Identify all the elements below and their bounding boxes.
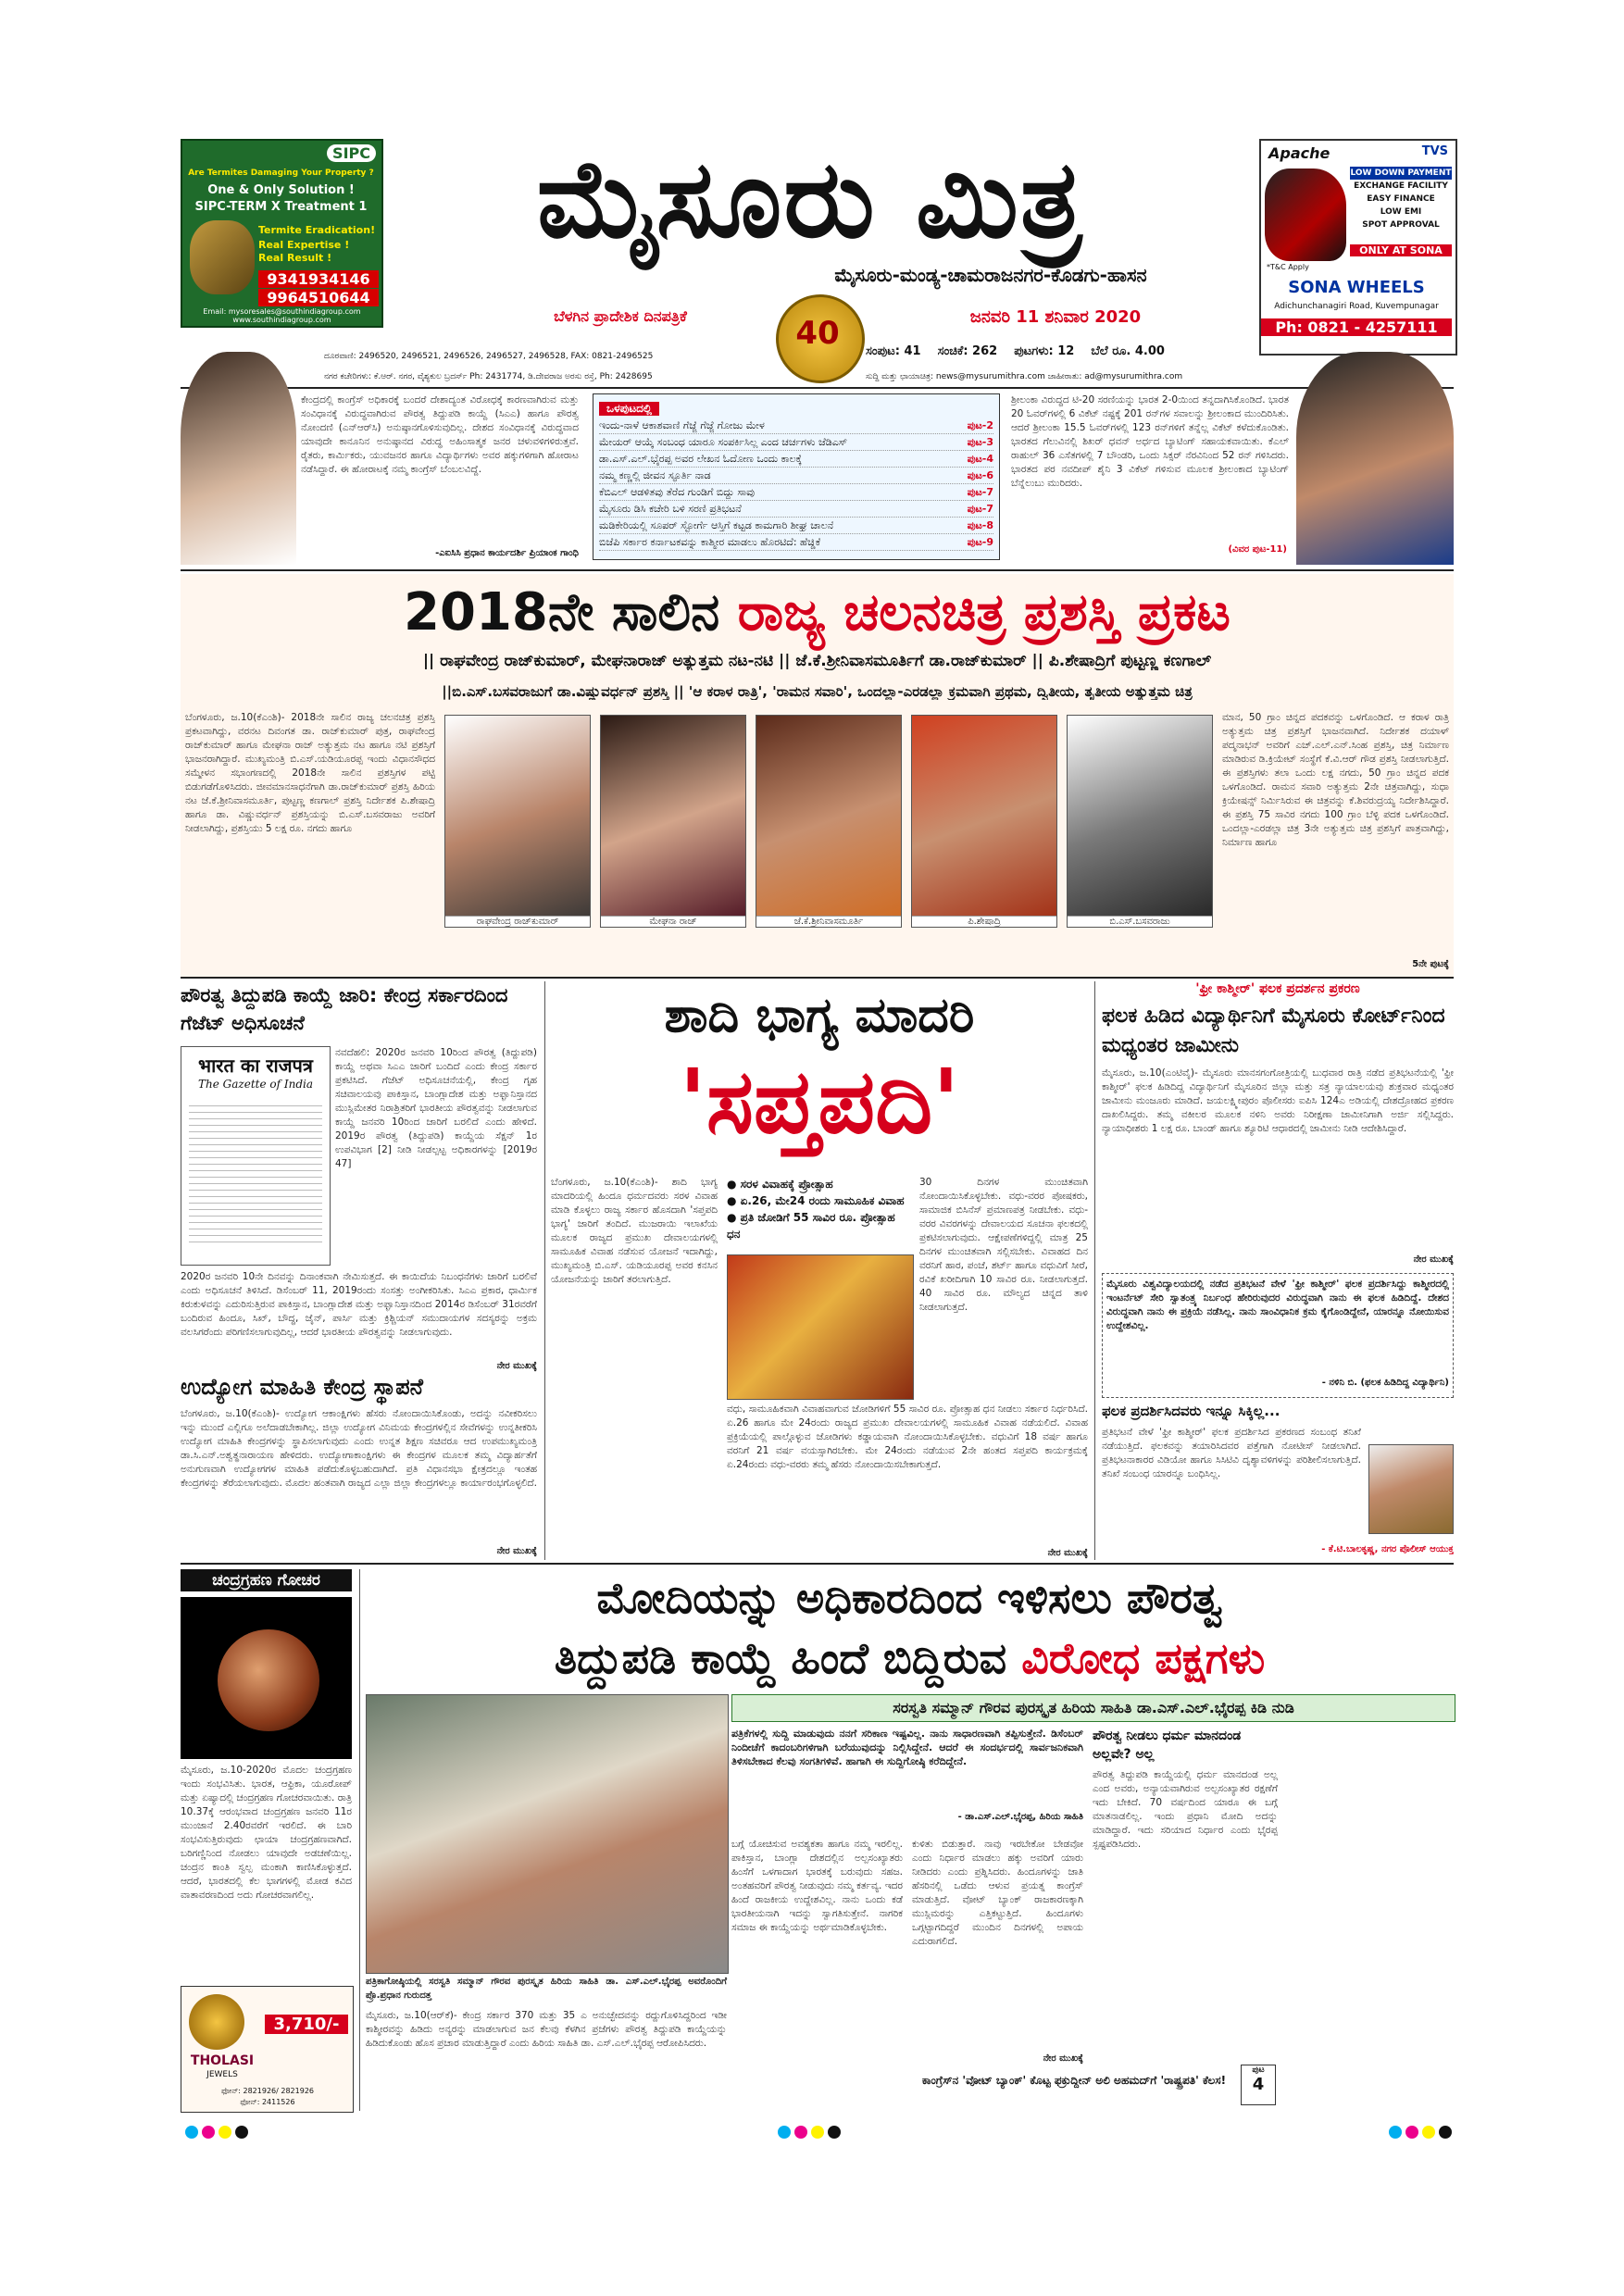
masthead-office: ನಗರ ಕಚೇರಿಗಳು: ಕೆ.ಆರ್. ನಗರ, ವೈಶ್ಯಕುಲ ಬ್ರದರ್ಸ್ Ph: 2431774, ಡಿ.ದೇವರಾಜ ಅರಸು ರಸ್ತೆ, Ph: 2428695 — [324, 372, 653, 381]
tholasi-phone: ಫೋನ್: 2821926/ 2821926 — [220, 2087, 314, 2095]
job-headline: ಉದ್ಯೋಗ ಮಾಹಿತಿ ಕೇಂದ್ರ ಸ್ಥಾಪನೆ — [181, 1374, 423, 1400]
photo-raghavendra — [444, 715, 591, 928]
saptapadi-bullets — [727, 1176, 912, 1242]
ad-left-phone1: 9341934146 — [258, 270, 379, 288]
kashmir-quote-box — [1102, 1273, 1454, 1398]
kashmir-box-body: ಪ್ರತಿಭಟನೆ ವೇಳೆ 'ಫ್ರೀ ಕಾಶ್ಮೀರ್' ಫಲಕ ಪ್ರದರ್ಶಿಸಿದ ಪ್ರಕರಣದ ಸಂಬಂಧ ತನಿಖೆ ನಡೆಯುತ್ತಿದೆ. ಫಲಕವನ್ನು ತಯಾರಿಸಿದವರ ಪತ್ತೆಗಾಗಿ ನೋಟೀಸ್ ನೀಡಲಾಗಿದೆ. ಪ್ರತಿಭಟನಾಕಾರರ ವಿಡಿಯೋ ಹಾಗೂ ಸಿಸಿಟಿವಿ ದೃಶ್ಯಾವಳಿಗಳನ್ನು ಪರಿಶೀಲಿಸಲಾಗುತ್ತಿದೆ. ತನಿಖೆ ಸಂಬಂಧ ಯಾರನ್ನೂ ಬಂಧಿಸಿಲ್ಲ. — [1102, 1427, 1361, 1479]
ad-right-dealer: SONA WHEELS — [1288, 278, 1425, 297]
index-item-page: ಪುಟ-6 — [967, 469, 993, 481]
vrule-3 — [359, 1569, 360, 2111]
caption-srinivasamurthy: ಜೆ.ಕೆ.ಶ್ರೀನಿವಾಸಮೂರ್ತಿ — [756, 916, 901, 927]
tholasi-brand: THOLASI — [190, 2053, 255, 2068]
quote-left-text: ಕೇಂದ್ರದಲ್ಲಿ ಕಾಂಗ್ರೆಸ್ ಅಧಿಕಾರಕ್ಕೆ ಬಂದರೆ ದೇಶಾದ್ಯಂತ ವಿರೋಧಕ್ಕೆ ಕಾರಣವಾಗಿರುವ ಮತ್ತು ಸಂವಿಧಾನಕ್ಕೆ ವಿರುದ್ಧವಾಗಿರುವ ಪೌರತ್ವ ತಿದ್ದುಪಡಿ ಕಾಯ್ದೆ (ಸಿಎಎ) ಹಾಗೂ ಪೌರತ್ವ ನೋಂದಣಿ (ಎನ್‌ಆರ್‌ಸಿ) ಅನುಷ್ಠಾನಗೊಳಿಸುವುದಿಲ್ಲ. ದೇಶದ ಸಂವಿಧಾನಕ್ಕೆ ವಿರುದ್ಧವಾದ ಯಾವುದೇ ಕಾನೂನಿನ ಅನುಷ್ಠಾನದ ವಿರುದ್ಧ ಅಹಿಂಸಾತ್ಮಕ ಜನರ ಚಳುವಳಿಗಳಿರುತ್ತವೆ. ರೈತರು, ಕಾರ್ಮಿಕರು, ಯುವಜನರ ಹಾಗೂ ವಿದ್ಯಾರ್ಥಿಗಳು ಅವರ ಹಕ್ಕುಗಳಿಗಾಗಿ ಹೋರಾಟ ನಡೆಸಿದ್ದಾರೆ. ಈ ಹೋರಾಟಕ್ಕೆ ನಮ್ಮ ಕಾಂಗ್ರೆಸ್ ಬೆಂಬಲವಿದ್ದೆ. — [301, 394, 579, 475]
lead-more[interactable]: 5ನೇ ಪುಟಕ್ಕೆ — [1412, 959, 1449, 969]
bottom-more[interactable]: ನೇರ ಮುಖಕ್ಕೆ — [1043, 2053, 1083, 2064]
caption-basavaraju: ಬಿ.ಎಸ್.ಬಸವರಾಜು — [1068, 916, 1212, 927]
quote-left-attribution: -ಎಐಸಿಸಿ ಪ್ರಧಾನ ಕಾರ್ಯದರ್ಶಿ ಪ್ರಿಯಾಂಕ ಗಾಂಧಿ — [435, 548, 579, 558]
volume: ಸಂಪುಟ: 41 — [866, 344, 921, 358]
ad-left-line4: Termite Eradication! — [258, 224, 376, 236]
caption-meghana: ಮೇಘನಾ ರಾಜ್ — [601, 916, 745, 927]
lead-body-left: ಬೆಂಗಳೂರು, ಜ.10(ಕೆಎಂಶಿ)- 2018ನೇ ಸಾಲಿನ ರಾಜ್ಯ ಚಲನಚಿತ್ರ ಪ್ರಶಸ್ತಿ ಪ್ರಕಟವಾಗಿದ್ದು, ವರನಟ ದಿವಂಗತ ಡಾ. ರಾಜ್‌ಕುಮಾರ್ ಪುತ್ರ, ರಾಘವೇಂದ್ರ ರಾಜ್‌ಕುಮಾರ್ ಹಾಗೂ ಮೇಘನಾ ರಾಜ್ ಅತ್ಯುತ್ತಮ ನಟ ಹಾಗೂ ನಟಿ ಪ್ರಶಸ್ತಿಗೆ ಭಾಜನರಾಗಿದ್ದಾರೆ. ಮುಖ್ಯಮಂತ್ರಿ ಬಿ.ಎಸ್.ಯಡಿಯೂರಪ್ಪ ಇಂದು ವಿಧಾನಸೌಧದ ಸಮ್ಮೇಳನ ಸಭಾಂಗಣದಲ್ಲಿ 2018ನೇ ಸಾಲಿನ ಪ್ರಶಸ್ತಿಗಳ ಪಟ್ಟಿ ಬಿಡುಗಡೆಗೊಳಿಸಿದರು. ಜೀವಮಾನಸಾಧನೆಗಾಗಿ ಡಾ.ರಾಜ್‌ಕುಮಾರ್ ಪ್ರಶಸ್ತಿ ಹಿರಿಯ ನಟ ಜೆ.ಕೆ.ಶ್ರೀನಿವಾಸಮೂರ್ತಿ, ಪುಟ್ಟಣ್ಣ ಕಣಗಾಲ್ ಪ್ರಶಸ್ತಿ ನಿರ್ದೇಶಕ ಪಿ.ಶೇಷಾದ್ರಿ ಹಾಗೂ ಡಾ. ವಿಷ್ಣುವರ್ಧನ್ ಪ್ರಶಸ್ತಿಯನ್ನು ಬಿ.ಎಸ್.ಬಸವರಾಜು ಅವರಿಗೆ ನೀಡಲಾಗಿದ್ದು, ಪ್ರಶಸ್ತಿಯು 5 ಲಕ್ಷ ರೂ. ನಗದು ಹಾಗೂ — [185, 712, 435, 834]
bottom-pull-quote: ಪತ್ರಿಕೆಗಳಲ್ಲಿ ಸುದ್ದಿ ಮಾಡುವುದು ನನಗೆ ಸರಿಕಾಣ ಇಷ್ಟವಿಲ್ಲ. ನಾನು ಸಾಧಾರಣವಾಗಿ ತಪ್ಪಿಸುತ್ತೇನೆ. ಡಿಸೆಂಬರ್ ನಿಂದೀಚೆಗೆ ಕಾದಂಬರಿಗಳಿಗಾಗಿ ಬರೆಯುವುದನ್ನು ನಿಲ್ಲಿಸಿದ್ದೇನೆ. ಆದರೆ ಈ ಸಂದರ್ಭದಲ್ಲಿ ಸಾರ್ವಜನಿಕವಾಗಿ ತಿಳಿಸಬೇಕಾದ ಕೆಲವು ಸಂಗತಿಗಳಿವೆ. ಹಾಗಾಗಿ ಈ ಸುದ್ದಿಗೋಷ್ಠಿ ಕರೆದಿದ್ದೇನೆ. — [731, 1728, 1083, 1767]
bottom-col1: ಮೈಸೂರು, ಜ.10(ಆರ್‌ಕೆ)- ಕೇಂದ್ರ ಸರ್ಕಾರ 370 ಮತ್ತು 35 ಎ ಅನುಚ್ಛೇದವನ್ನು ರದ್ದುಗೊಳಿಸಿದ್ದರಿಂದ ಇಡೀ ಕಾಶ್ಮೀರವನ್ನು ಹಿಡಿದು ಅನ್ಯರನ್ನು ಮಾಡಲಾಗುವ ಜನ ಕೆಲವು ಕೆಳಗಿನ ಪ್ರಜೆಗಳು ಪೌರತ್ವ ತಿದ್ದುಪಡಿ ಕಾಯ್ದೆಯನ್ನು ಹಿಡಿದುಕೊಂಡು ಹೊಸ ಪ್ರಚಾರ ಮಾಡುತ್ತಿದ್ದಾರೆ ಎಂದು ಹಿರಿಯ ಸಾಹಿತಿ ಡಾ. ಎಸ್.ಎಲ್.ಭೈರಪ್ಪ ಆರೋಪಿಸಿದರು. — [366, 2010, 727, 2049]
offer-1: LOW DOWN PAYMENT — [1350, 168, 1452, 178]
saptapadi-body2: 30 ದಿನಗಳ ಮುಂಚಿತವಾಗಿ ನೋಂದಾಯಿಸಿಕೊಳ್ಳಬೇಕು. ವಧು-ವರರ ಪೋಷಕರು, ಸಾಮಾಜಿಕ ಬಿಸಿನೆಸ್ ಪ್ರಮಾಣಪತ್ರ ನೀಡಬೇಕು. ವಧು-ವರರ ವಿವರಗಳನ್ನು ದೇವಾಲಯದ ಸೂಚನಾ ಫಲಕದಲ್ಲಿ ಪ್ರಕಟಿಸಲಾಗುವುದು. ಆಕ್ಷೇಪಣೆಗಳಿದ್ದಲ್ಲಿ ಮಾತ್ರ 25 ದಿನಗಳ ಮುಂಚಿತವಾಗಿ ಸಲ್ಲಿಸಬೇಕು. ವಿವಾಹದ ದಿನ ವರನಿಗೆ ಹಾರ, ಪಂಚೆ, ಶರ್ಟ್ ಹಾಗೂ ವಧುವಿಗೆ ಸೀರೆ, ರವಿಕೆ ಖರೀದಿಗಾಗಿ 10 ಸಾವಿರ ರೂ. ನೀಡಲಾಗುತ್ತದೆ. 40 ಸಾವಿರ ರೂ. ಮೌಲ್ಯದ ಚಿನ್ನದ ತಾಳಿ ನೀಡಲಾಗುತ್ತದೆ. — [919, 1177, 1088, 1313]
index-item-text: ಡಾ.ಎಸ್.ಎಲ್.ಭೈರಪ್ಪ ಅವರ ಲೇಖನ ಓದೋಣ ಒಂದು ಕಾಲಕ್ಕೆ — [599, 453, 803, 465]
lead-sub1: || ರಾಘವೇಂದ್ರ ರಾಜ್‌ಕುಮಾರ್, ಮೇಘನಾರಾಜ್ ಅತ್ಯುತ್ತಮ ನಟ-ನಟಿ || ಜೆ.ಕೆ.ಶ್ರೀನಿವಾಸಮೂರ್ತಿಗೆ ಡಾ.ರಾಜ್‌ಕುಮಾರ್ || ಪಿ.ಶೇಷಾದ್ರಿಗೆ ಪುಟ್ಟಣ್ಣ ಕಣಗಾಲ್ — [422, 652, 1212, 670]
bottom-headline-2-red: ವಿರೋಧ ಪಕ್ಷಗಳು — [1021, 1633, 1266, 1683]
bottom-col4-head: ಪೌರತ್ವ ನೀಡಲು ಧರ್ಮ ಮಾನದಂಡ ಅಲ್ಲವೇ? ಅಲ್ಲ — [1093, 1728, 1242, 1762]
ad-left-brand: SIPC — [327, 144, 376, 162]
masthead-date: ಜನವರಿ 11 ಶನಿವಾರ 2020 — [969, 307, 1142, 327]
wedding-photo — [727, 1254, 914, 1400]
offer-4: LOW EMI — [1380, 207, 1422, 217]
index-item-page: ಪುಟ-9 — [967, 536, 993, 548]
bottom-note: ಕಾಂಗ್ರೆಸ್‌ನ 'ವೋಟ್ ಬ್ಯಾಂಕ್' ಕೊಟ್ಟ ಫಕ್ರುದ್ದೀನ್ ಅಲಿ ಅಹಮದ್‌ಗೆ 'ರಾಷ್ಟ್ರಪತಿ' ಕೆಲಸ! — [921, 2074, 1227, 2087]
gazette-lines — [189, 1100, 322, 1248]
gazette-sub: The Gazette of India — [198, 1078, 313, 1091]
gazette-image — [181, 1046, 331, 1266]
tholasi-phone2: ಫೋನ್: 2411526 — [240, 2098, 295, 2106]
pages: ಪುಟಗಳು: 12 — [1014, 344, 1075, 358]
index-item-page: ಪುಟ-7 — [967, 503, 993, 515]
ad-left-line2: One & Only Solution ! — [207, 183, 355, 197]
photo-basavaraju — [1067, 715, 1213, 928]
price: ಬೆಲೆ ರೂ. 4.00 — [1091, 344, 1165, 358]
photo-srinivasamurthy — [756, 715, 902, 928]
caa-body1: ನವದೆಹಲಿ: 2020ರ ಜನವರಿ 10ರಿಂದ ಪೌರತ್ವ (ತಿದ್ದುಪಡಿ) ಕಾಯ್ದೆ ಅಥವಾ ಸಿಎಎ ಜಾರಿಗೆ ಬಂದಿದೆ ಎಂದು ಕೇಂದ್ರ ಸರ್ಕಾರ ಪ್ರಕಟಿಸಿದೆ. ಗೆಜೆಟ್ ಅಧಿಸೂಚನೆಯಲ್ಲಿ, ಕೇಂದ್ರ ಗೃಹ ಸಚಿವಾಲಯವು ಪಾಕಿಸ್ತಾನ, ಬಾಂಗ್ಲಾದೇಶ ಮತ್ತು ಅಫ್ಘಾನಿಸ್ತಾನದ ಮುಸ್ಲಿಮೇತರ ನಿರಾಶ್ರಿತರಿಗೆ ಭಾರತೀಯ ಪೌರತ್ವವನ್ನು ನೀಡಲಾಗುವ ಕಾಯ್ದೆ ಜನವರಿ 10ರಿಂದ ಜಾರಿಗೆ ಬರಲಿದೆ ಎಂದು ಹೇಳಿದೆ. 2019ರ ಪೌರತ್ವ (ತಿದ್ದುಪಡಿ) ಕಾಯ್ದೆಯ ಸೆಕ್ಷನ್ 1ರ ಉಪವಿಭಾಗ [2] ನೀಡಿ ನೀಡಲ್ಪಟ್ಟ ಅಧಿಕಾರಗಳನ್ನು [2019ರ 47] — [335, 1047, 537, 1169]
bottom-headline-2-black: ತಿದ್ದುಪಡಿ ಕಾಯ್ದೆ ಹಿಂದೆ ಬಿದ್ದಿರುವ — [554, 1633, 1007, 1683]
rule-3 — [181, 977, 1454, 979]
masthead-tagline: ಬೆಳಗಿನ ಪ್ರಾದೇಶಿಕ ದಿನಪತ್ರಿಕೆ — [554, 307, 687, 325]
vrule-1 — [544, 981, 545, 1560]
ad-right-sona[interactable] — [1259, 139, 1457, 356]
index-item[interactable] — [599, 434, 993, 451]
index-item-text: ಕೆಬಿಎಲ್ ಆಡಳಿತವು ತೆರೆದ ಗುಂಡಿಗೆ ಬಿದ್ದು ಸಾವು — [599, 486, 756, 498]
saptapadi-body3: ವಧು, ಸಾಮೂಹಿಕವಾಗಿ ವಿವಾಹವಾಗುವ ಜೋಡಿಗಳಿಗೆ 55 ಸಾವಿರ ರೂ. ಪ್ರೋತ್ಸಾಹ ಧನ ನೀಡಲು ಸರ್ಕಾರ ನಿರ್ಧರಿಸಿದೆ. ಏ.26 ಹಾಗೂ ಮೇ 24ರಂದು ರಾಜ್ಯದ ಪ್ರಮುಖ ದೇವಾಲಯಗಳಲ್ಲಿ ಸಾಮೂಹಿಕ ವಿವಾಹ ನಡೆಯಲಿದೆ. ವಿವಾಹ ಪ್ರಕ್ರಿಯೆಯಲ್ಲಿ ಪಾಲ್ಗೊಳ್ಳುವ ಜೋಡಿಗಳು ಕಡ್ಡಾಯವಾಗಿ ನೋಂದಾಯಿಸಿಕೊಳ್ಳಬೇಕು. ವಧುವಿಗೆ 18 ವರ್ಷ ಹಾಗೂ ವರನಿಗೆ 21 ವರ್ಷ ವಯಸ್ಸಾಗಿರಬೇಕು. ಮೇ 24ರಂದು ನಡೆಯುವ 2ನೇ ಹಂತದ ಸಪ್ತಪದಿ ಕಾರ್ಯಕ್ರಮಕ್ಕೆ ಏ.24ರಂದು ವಧು-ವರರು ತಮ್ಮ ಹೆಸರು ನೋಂದಾಯಿಸಬೇಕಾಗುತ್ತದೆ. — [727, 1404, 1088, 1470]
offer-3: EASY FINANCE — [1367, 194, 1435, 204]
gazette-title: भारत का राजपत्र — [198, 1054, 313, 1077]
kashmir-box-by: - ಕೆ.ಟಿ.ಬಾಲಕೃಷ್ಣ, ನಗರ ಪೊಲೀಸ್ ಆಯುಕ್ತ — [1321, 1544, 1454, 1554]
offer-5: SPOT APPROVAL — [1362, 220, 1440, 230]
saptapadi-headline: 'ಸಪ್ತಪದಿ' — [679, 1050, 960, 1154]
index-item[interactable] — [599, 501, 993, 518]
tholasi-sub: JEWELS — [206, 2070, 238, 2079]
index-title: ಒಳಪುಟದಲ್ಲಿ — [599, 402, 659, 416]
masthead-regions: ಮೈಸೂರು-ಮಂಡ್ಯ-ಚಾಮರಾಜನಗರ-ಕೊಡಗು-ಹಾಸನ — [834, 264, 1147, 286]
issue: ಸಂಚಿಕೆ: 262 — [937, 344, 998, 358]
index-box — [593, 393, 1000, 560]
index-item[interactable] — [599, 451, 993, 468]
index-item-page: ಪುಟ-8 — [967, 519, 993, 531]
priyanka-photo — [181, 352, 296, 565]
moon-icon — [218, 1629, 319, 1731]
ad-right-offers — [1350, 167, 1452, 231]
police-photo — [1368, 1444, 1454, 1534]
kashmir-more[interactable]: ನೇರ ಮುಖಕ್ಕೆ — [1413, 1254, 1454, 1265]
caa-body2: 2020ರ ಜನವರಿ 10ನೇ ದಿನವನ್ನು ದಿನಾಂಕವಾಗಿ ನೇಮಿಸುತ್ತದೆ. ಈ ಕಾಯಿದೆಯ ನಿಬಂಧನೆಗಳು ಜಾರಿಗೆ ಬರಲಿವೆ ಎಂದು ಅಧಿಸೂಚನೆ ತಿಳಿಸಿದೆ. ಡಿಸೆಂಬರ್ 11, 2019ರಂದು ಸಂಸತ್ತು ಅಂಗೀಕರಿಸಿತು. ಸಿಎಎ ಪ್ರಕಾರ, ಧಾರ್ಮಿಕ ಕಿರುಕುಳವನ್ನು ಎದುರಿಸುತ್ತಿರುವ ಪಾಕಿಸ್ತಾನ, ಬಾಂಗ್ಲಾದೇಶ ಮತ್ತು ಅಫ್ಘಾನಿಸ್ತಾನದಿಂದ 2014ರ ಡಿಸೆಂಬರ್ 31ರವರೆಗೆ ಬಂದಿರುವ ಹಿಂದೂ, ಸಿಖ್, ಬೌದ್ಧ, ಜೈನ್, ಪಾರ್ಸಿ ಮತ್ತು ಕ್ರಿಶ್ಚಿಯನ್ ಸಮುದಾಯಗಳ ಸದಸ್ಯರನ್ನು ಅಕ್ರಮ ವಲಸಿಗರೆಂದು ಪರಿಗಣಿಸಲಾಗುವುದಿಲ್ಲ, ಆದರೆ ಭಾರತೀಯ ಪೌರತ್ವವನ್ನು ನೀಡಲಾಗುವುದು. — [181, 1271, 537, 1338]
ad-left-sipc[interactable] — [181, 139, 383, 328]
bottom-caption: ಪತ್ರಿಕಾಗೋಷ್ಠಿಯಲ್ಲಿ ಸರಸ್ವತಿ ಸಮ್ಮಾನ್ ಗೌರವ ಪುರಸ್ಕೃತ ಹಿರಿಯ ಸಾಹಿತಿ ಡಾ. ಎಸ್.ಎಲ್.ಭೈರಪ್ಪ ಅವರೊಂದಿಗೆ ಪ್ರೊ.ಪ್ರಧಾನ ಗುರುದತ್ತ — [366, 1977, 727, 2001]
tholasi-offer: 3,710/- — [265, 2015, 348, 2034]
masthead-rule — [181, 387, 1454, 389]
bottom-banner: ಸರಸ್ವತಿ ಸಮ್ಮಾನ್ ಗೌರವ ಪುರಸ್ಕೃತ ಹಿರಿಯ ಸಾಹಿತಿ ಡಾ.ಎಸ್.ಎಲ್.ಭೈರಪ್ಪ ಕಿಡಿ ನುಡಿ — [731, 1694, 1455, 1722]
bullet-2: ● ಏ.26, ಮೇ24 ರಂದು ಸಾಮೂಹಿಕ ವಿವಾಹ — [727, 1194, 905, 1207]
ad-left-email: Email: mysoresales@southindiagroup.com — [203, 307, 361, 316]
tholasi-logo — [189, 1994, 244, 2050]
job-body: ಬೆಂಗಳೂರು, ಜ.10(ಕೆಎಂಶಿ)- ಉದ್ಯೋಗ ಆಕಾಂಕ್ಷಿಗಳು ಹೆಸರು ನೋಂದಾಯಿಸಿಕೊಂಡು, ಅದನ್ನು ನವೀಕರಿಸಲು ಇನ್ನು ಮುಂದೆ ಎಲ್ಲಿಗೂ ಅಲೆದಾಡಬೇಕಾಗಿಲ್ಲ. ಜಿಲ್ಲಾ ಉದ್ಯೋಗ ವಿನಿಮಯ ಕೇಂದ್ರಗಳಲ್ಲಿನ ಸೇವೆಗಳನ್ನು ಉನ್ನತೀಕರಿಸಿ ಉದ್ಯೋಗ ಮಾಹಿತಿ ಕೇಂದ್ರಗಳನ್ನು ಸ್ಥಾಪಿಸಲಾಗುವುದು ಎಂದು ಉನ್ನತ ಶಿಕ್ಷಣ ಸಚಿವರೂ ಆದ ಉಪಮುಖ್ಯಮಂತ್ರಿ ಡಾ.ಸಿ.ಎನ್.ಅಶ್ವತ್ಥನಾರಾಯಣ ಹೇಳಿದರು. ಉದ್ಯೋಗಾಕಾಂಕ್ಷಿಗಳು ಈ ಕೇಂದ್ರಗಳ ಮೂಲಕ ತಮ್ಮ ವಿದ್ಯಾರ್ಹತೆಗೆ ಅನುಗುಣವಾಗಿ ಉದ್ಯೋಗಗಳ ಮಾಹಿತಿ ಪಡೆದುಕೊಳ್ಳಬಹುದಾಗಿದೆ. ಪ್ರತಿ ವಿಧಾನಸಭಾ ಕ್ಷೇತ್ರದಲ್ಲೂ ಇಂತಹ ಕೇಂದ್ರಗಳನ್ನು ತೆರೆಯಲಾಗುವುದು. ಮೊದಲ ಹಂತವಾಗಿ ರಾಜ್ಯದ ಎಲ್ಲಾ ಜಿಲ್ಲಾ ಕೇಂದ್ರಗಳಲ್ಲೂ ಕಾರ್ಯಾರಂಭಗೊಳ್ಳಲಿದೆ. — [181, 1408, 537, 1489]
index-item-text: ಮೈಸೂರು ಡಿಸಿ ಕಚೇರಿ ಬಳಿ ಸರಣಿ ಪ್ರತಿಭಟನೆ — [599, 503, 742, 515]
masthead-phones: ದೂರವಾಣಿ: 2496520, 2496521, 2496526, 2496527, 2496528, FAX: 0821-2496525 — [324, 352, 654, 361]
lead-photos — [444, 715, 1213, 928]
ad-right-phone: Ph: 0821 - 4257111 — [1261, 318, 1452, 336]
index-item[interactable] — [599, 518, 993, 534]
masthead-info-row — [866, 344, 1255, 358]
bottom-col4: ಪೌರತ್ವ ತಿದ್ದುಪಡಿ ಕಾಯ್ದೆಯಲ್ಲಿ ಧರ್ಮ ಮಾನದಂಡ ಅಲ್ಲ ಎಂದ ಅವರು, ಅನ್ಯಾಯವಾಗಿರುವ ಅಲ್ಪಸಂಖ್ಯಾತರ ರಕ್ಷಣೆಗೆ ಇದು ಬೇಕಿದೆ. 70 ವರ್ಷದಿಂದ ಯಾರೂ ಈ ಬಗ್ಗೆ ಮಾತನಾಡಲಿಲ್ಲ. ಇಂದು ಪ್ರಧಾನಿ ಮೋದಿ ಅದನ್ನು ಮಾಡಿದ್ದಾರೆ. ಇದು ಸರಿಯಾದ ನಿರ್ಧಾರ ಎಂದು ಭೈರಪ್ಪ ಸ್ಪಷ್ಟಪಡಿಸಿದರು. — [1093, 1769, 1278, 1850]
lead-body-right: ಮಾನ, 50 ಗ್ರಾಂ ಚಿನ್ನದ ಪದಕವನ್ನು ಒಳಗೊಂಡಿದೆ. ಆ ಕರಾಳ ರಾತ್ರಿ ಅತ್ಯುತ್ತಮ ಚಿತ್ರ ಪ್ರಶಸ್ತಿಗೆ ಭಾಜನವಾಗಿದೆ. ನಿರ್ದೇಶಕ ದಯಾಳ್ ಪದ್ಮನಾಭನ್ ಅವರಿಗೆ ಎಚ್.ಎಲ್.ಎನ್.ಸಿಂಹ ಪ್ರಶಸ್ತಿ, ಚಿತ್ರ ನಿರ್ಮಾಣ ಮಾಡಿರುವ ಡಿ.ಕ್ರಿಯೇಟ್ ಸಂಸ್ಥೆಗೆ ಕೆ.ವಿ.ಆರ್ ಗೌಡ ಪ್ರಶಸ್ತಿ ನೀಡಲಾಗುತ್ತಿದೆ. ಈ ಪ್ರಶಸ್ತಿಗಳು ತಲಾ ಒಂದು ಲಕ್ಷ ನಗದು, 50 ಗ್ರಾಂ ಚಿನ್ನದ ಪದಕ ಒಳಗೊಂಡಿದೆ. ರಾಮನ ಸವಾರಿ ಅತ್ಯುತ್ತಮ 2ನೇ ಚಿತ್ರವಾಗಿದ್ದು, ಸುಧಾ ಕ್ರಿಯೇಷನ್ಸ್ ನಿರ್ಮಿಸಿರುವ ಈ ಚಿತ್ರವನ್ನು ಕೆ.ಶಿವರುದ್ರಯ್ಯ ನಿರ್ದೇಶಿಸಿದ್ದಾರೆ. ಈ ಪ್ರಶಸ್ತಿ 75 ಸಾವಿರ ನಗದು 100 ಗ್ರಾಂ ಬೆಳ್ಳಿ ಪದಕ ಒಳಗೊಂಡಿದೆ. ಒಂದಲ್ಲಾ-ಎರಡಲ್ಲಾ ಚಿತ್ರ 3ನೇ ಅತ್ಯುತ್ತಮ ಚಿತ್ರ ಪ್ರಶಸ್ತಿಗೆ ಪಾತ್ರವಾಗಿದ್ದು, ನಿರ್ಮಾಣ ಹಾಗೂ — [1222, 712, 1449, 848]
index-item-text: ಮಡಿಕೇರಿಯಲ್ಲಿ ಸೂಪರ್ ಸ್ಟೋರ್ಗೆ ಆಸ್ತಿಗೆ ಕಟ್ಟಡ ಕಾಮಗಾರಿ ಶೀಘ್ರ ಚಾಲನೆ — [599, 519, 834, 531]
ad-left-phone2: 9964510644 — [258, 289, 379, 306]
kashmir-kicker: 'ಫ್ರೀ ಕಾಶ್ಮೀರ್' ಫಲಕ ಪ್ರದರ್ಶನ ಪ್ರಕರಣ — [1195, 981, 1360, 996]
registration-marks-right — [1389, 2125, 1455, 2142]
page-number: 4 — [1252, 2075, 1265, 2094]
sports-top-more[interactable]: (ವಿವರ ಪುಟ-11) — [1228, 544, 1287, 555]
index-item[interactable] — [599, 484, 993, 501]
registration-marks-left — [185, 2125, 252, 2142]
bottom-pull-quote-box — [731, 1727, 1083, 1828]
lead-headline-red: ರಾಜ್ಯ ಚಲನಚಿತ್ರ ಪ್ರಶಸ್ತಿ ಪ್ರಕಟ — [737, 582, 1230, 643]
saptapadi-kicker: ಶಾದಿ ಭಾಗ್ಯ ಮಾದರಿ — [664, 988, 975, 1043]
rule-2 — [181, 569, 1454, 571]
bottom-col2: ಬಗ್ಗೆ ಯೋಚಿಸುವ ಅವಶ್ಯಕತಾ ಹಾಗೂ ನಮ್ಮ ಇರಲಿಲ್ಲ. ಪಾಕಿಸ್ತಾನ, ಬಾಂಗ್ಲಾ ದೇಶದಲ್ಲಿನ ಅಲ್ಪಸಂಖ್ಯಾತರು ಹಿಂಸೆಗೆ ಒಳಗಾದಾಗ ಭಾರತಕ್ಕೆ ಬರುವುದು ಸಹಜ. ಅಂತಹವರಿಗೆ ಪೌರತ್ವ ನೀಡುವುದು ನಮ್ಮ ಕರ್ತವ್ಯ. ಇದರ ಹಿಂದೆ ರಾಜಕೀಯ ಉದ್ದೇಶವಿಲ್ಲ. ನಾನು ಒಂದು ಕಡೆ ಭಾರತೀಯನಾಗಿ ಇದನ್ನು ಸ್ವಾಗತಿಸುತ್ತೇನೆ. ನಾಗರಿಕ ಸಮಾಜ ಈ ಕಾಯ್ದೆಯನ್ನು ಅರ್ಥಮಾಡಿಕೊಳ್ಳಬೇಕು. — [731, 1839, 903, 1933]
bottom-pull-by: - ಡಾ.ಎಸ್.ಎಲ್.ಭೈರಪ್ಪ, ಹಿರಿಯ ಸಾಹಿತಿ — [957, 1812, 1083, 1822]
index-item-page: ಪುಟ-3 — [967, 436, 993, 448]
photo-meghana — [600, 715, 746, 928]
eclipse-photo — [181, 1597, 352, 1759]
ad-tholasi[interactable] — [181, 1986, 354, 2113]
anniversary-number: 40 — [795, 315, 840, 352]
termite-image — [190, 220, 255, 294]
index-list — [599, 418, 993, 551]
index-item-text: ಬಿಜೆಪಿ ಸರ್ಕಾರ ಕರ್ನಾಟಕವನ್ನು ಕಾಶ್ಮೀರ ಮಾಡಲು ಹೊರಟಿದೆ: ಹೆಚ್ಡಿಕೆ — [599, 536, 821, 548]
bhyrappa-photo — [366, 1694, 729, 1974]
registration-marks-center — [778, 2125, 844, 2142]
sports-top-text: ಶ್ರೀಲಂಕಾ ವಿರುದ್ಧದ ಟಿ-20 ಸರಣಿಯನ್ನು ಭಾರತ 2-0ಯಿಂದ ತನ್ನದಾಗಿಸಿಕೊಂಡಿದೆ. ಭಾರತ 20 ಓವರ್‌ಗಳಲ್ಲಿ 6 ವಿಕೆಟ್ ನಷ್ಟಕ್ಕೆ 201 ರನ್‌ಗಳ ಸವಾಲನ್ನು ಶ್ರೀಲಂಕಾದ ಮುಂದಿರಿಸಿತು. ಆದರೆ ಶ್ರೀಲಂಕಾ 15.5 ಓವರ್‌ಗಳಲ್ಲಿ 123 ರನ್‌ಗಳಿಗೆ ತನ್ನೆಲ್ಲ ವಿಕೆಟ್ ಕಳೆದುಕೊಂಡಿತು. ಭಾರತದ ಗೆಲುವಿನಲ್ಲಿ ಶಿಖರ್ ಧವನ್ ಅರ್ಧದ ಬ್ಯಾಟಿಂಗ್ ಸಹಾಯಕವಾಯಿತು. ಕೆಎಲ್ ರಾಹುಲ್ 36 ಎಸೆತಗಳಲ್ಲಿ 7 ಬೌಂಡರಿ, ಒಂದು ಸಿಕ್ಸರ್ ನೆರವಿನಿಂದ 52 ರನ್ ಗಳಿಸಿದರು. ಭಾರತದ ಪರ ನವದೀಪ್ ಶೈನಿ 3 ವಿಕೆಟ್ ಗಳಿಸುವ ಮೂಲಕ ಶ್ರೀಲಂಕಾದ ಬ್ಯಾಟಿಂಗ್ ಬೆನ್ನೆಲುಬು ಮುರಿದರು. — [1011, 394, 1289, 489]
page-label: ಪುಟ — [1252, 2065, 1265, 2075]
caption-sheshadri: ಪಿ.ಶೇಷಾದ್ರಿ — [912, 916, 1056, 927]
caa-headline: ಪೌರತ್ವ ತಿದ್ದುಪಡಿ ಕಾಯ್ದೆ ಜಾರಿ: ಕೇಂದ್ರ ಸರ್ಕಾರದಿಂದ ಗೆಜೆಟ್ ಅಧಿಸೂಚನೆ — [181, 984, 508, 1034]
eclipse-title: ಚಂದ್ರಗ್ರಹಣ ಗೋಚರ — [181, 1569, 352, 1591]
photo-sheshadri — [911, 715, 1057, 928]
kashmir-quote: ಮೈಸೂರು ವಿಶ್ವವಿದ್ಯಾಲಯದಲ್ಲಿ ನಡೆದ ಪ್ರತಿಭಟನೆ ವೇಳೆ 'ಫ್ರೀ ಕಾಶ್ಮೀರ್' ಫಲಕ ಪ್ರದರ್ಶಿಸಿದ್ದು ಕಾಶ್ಮೀರದಲ್ಲಿ ಇಂಟರ್ನೆಟ್ ಸೇರಿ ಸ್ವಾತಂತ್ರ್ಯ ನಿರ್ಬಂಧ ಹೇರಿರುವುದರ ವಿರುದ್ಧವಾಗಿ ನಾನು ಈ ಫಲಕ ಹಿಡಿದಿದ್ದೆ. ದೇಶದ ವಿರುದ್ಧವಾಗಿ ನಾನು ಈ ಪ್ರಕ್ರಿಯೆ ನಡೆಸಿಲ್ಲ. ನಾನು ಸಾಂವಿಧಾನಿಕ ಕ್ರಮ ಕೈಗೊಂಡಿದ್ದೇನೆ, ಯಾರನ್ನೂ ನೋಯಿಸುವ ಉದ್ದೇಶವಿಲ್ಲ. — [1106, 1279, 1449, 1331]
kashmir-headline: ಫಲಕ ಹಿಡಿದ ವಿದ್ಯಾರ್ಥಿನಿಗೆ ಮೈಸೂರು ಕೋರ್ಟ್‌ನಿಂದ ಮಧ್ಯಂತರ ಜಾಮೀನು — [1102, 1004, 1445, 1057]
job-more[interactable]: ನೇರ ಮುಖಕ್ಕೆ — [496, 1546, 537, 1556]
saptapadi-body1: ಬೆಂಗಳೂರು, ಜ.10(ಕೆಎಂಶಿ)- ಶಾದಿ ಭಾಗ್ಯ ಮಾದರಿಯಲ್ಲಿ ಹಿಂದೂ ಧರ್ಮದವರು ಸರಳ ವಿವಾಹ ಮಾಡಿ ಕೊಳ್ಳಲು ರಾಜ್ಯ ಸರ್ಕಾರ ಹೊಸದಾಗಿ 'ಸಪ್ತಪದಿ ಭಾಗ್ಯ' ಜಾರಿಗೆ ತಂದಿದೆ. ಮುಜರಾಯಿ ಇಲಾಖೆಯ ಮೂಲಕ ರಾಜ್ಯದ ಪ್ರಮುಖ ದೇವಾಲಯಗಳಲ್ಲಿ ಸಾಮೂಹಿಕ ವಿವಾಹ ನಡೆಸುವ ಯೋಜನೆ ಇದಾಗಿದ್ದು, ಮುಖ್ಯಮಂತ್ರಿ ಬಿ.ಎಸ್. ಯಡಿಯೂರಪ್ಪ ಅವರ ಕನಸಿನ ಯೋಜನೆಯನ್ನು ಜಾರಿಗೆ ತರಲಾಗುತ್ತಿದೆ. — [551, 1177, 718, 1285]
bottom-col3: ಕುಳಿತು ಬಿಡುತ್ತಾರೆ. ನಾವು ಇರಬೇಕೋ ಬೇಡವೋ ಎಂದು ನಿರ್ಧಾರ ಮಾಡಲು ಹಕ್ಕು ಅವರಿಗೆ ಯಾರು ನೀಡಿದರು ಎಂದು ಪ್ರಶ್ನಿಸಿದರು. ಹಿಂದೂಗಳನ್ನು ಜಾತಿ ಹೆಸರಿನಲ್ಲಿ ಒಡೆದು ಆಳುವ ಪ್ರಯತ್ನ ಕಾಂಗ್ರೆಸ್ ಮಾಡುತ್ತಿದೆ. ವೋಟ್ ಬ್ಯಾಂಕ್ ರಾಜಕಾರಣಕ್ಕಾಗಿ ಮುಸ್ಲಿಮರನ್ನು ಎತ್ತಿಕಟ್ಟುತ್ತಿದೆ. ಹಿಂದೂಗಳು ಒಗ್ಗಟ್ಟಾಗದಿದ್ದರೆ ಮುಂದಿನ ದಿನಗಳಲ್ಲಿ ಅಪಾಯ ಎದುರಾಗಲಿದೆ. — [912, 1839, 1083, 1947]
ad-right-cta: ONLY AT SONA — [1350, 244, 1452, 256]
bottom-headline-2 — [366, 1629, 1454, 1687]
page-number-box — [1241, 2065, 1276, 2105]
index-item-text: ಇಂದು-ನಾಳೆ ಆಕಾಶವಾಣಿ ಗೆಜ್ಜೆ ಗೆಜ್ಜೆ ಗೋಜು ಮೇಳ — [599, 419, 765, 431]
ad-right-maker: TVS — [1421, 144, 1448, 158]
kashmir-box-head: ಫಲಕ ಪ್ರದರ್ಶಿಸಿದವರು ಇನ್ನೂ ಸಿಕ್ಕಿಲ್ಲ... — [1102, 1403, 1280, 1419]
lead-sub2: ||ಬಿ.ಎಸ್.ಬಸವರಾಜುಗೆ ಡಾ.ವಿಷ್ಣುವರ್ಧನ್ ಪ್ರಶಸ್ತಿ || 'ಆ ಕರಾಳ ರಾತ್ರಿ', 'ರಾಮನ ಸವಾರಿ', ಒಂದಲ್ಲಾ-ಎರಡಲ್ಲಾ ಕ್ರಮವಾಗಿ ಪ್ರಥಮ, ದ್ವಿತೀಯ, ತೃತೀಯ ಅತ್ಯುತ್ತಮ ಚಿತ್ರ — [442, 683, 1193, 700]
index-item[interactable] — [599, 534, 993, 551]
index-item-text: ಮೇಯರ್ ಆಯ್ಕೆ ಸಂಬಂಧ ಯಾರೂ ಸಂಪರ್ಕಿಸಿಲ್ಲ ಎಂದ ಚರ್ಚಗಳು ಜೆಡಿಎಸ್ — [599, 436, 848, 448]
saptapadi-more[interactable]: ನೇರ ಮುಖಕ್ಕೆ — [1047, 1548, 1088, 1558]
ad-left-line5: Real Expertise ! — [258, 239, 350, 251]
kashmir-body: ಮೈಸೂರು, ಜ.10(ಎಂಟಿವೈ)- ಮೈಸೂರು ಮಾನಸಗಂಗೋತ್ರಿಯಲ್ಲಿ ಬುಧವಾರ ರಾತ್ರಿ ನಡೆದ ಪ್ರತಿಭಟನೆಯಲ್ಲಿ 'ಫ್ರೀ ಕಾಶ್ಮೀರ್' ಫಲಕ ಹಿಡಿದಿದ್ದ ವಿದ್ಯಾರ್ಥಿನಿಗೆ ಮೈಸೂರಿನ ಜಿಲ್ಲಾ ಮತ್ತು ಸತ್ರ ನ್ಯಾಯಾಲಯವು ಶುಕ್ರವಾರ ಮಧ್ಯಂತರ ಜಾಮೀನು ಮಂಜೂರು ಮಾಡಿದೆ. ಜಯಲಕ್ಷ್ಮೀಪುರಂ ಪೊಲೀಸರು ಐಪಿಸಿ 124ಎ ಅಡಿಯಲ್ಲಿ ದೇಶದ್ರೋಹದ ಪ್ರಕರಣ ದಾಖಲಿಸಿದ್ದರು. ತಮ್ಮ ವಕೀಲರ ಮೂಲಕ ನಳಿನಿ ಅವರು ನಿರೀಕ್ಷಣಾ ಜಾಮೀನಿಗಾಗಿ ಅರ್ಜಿ ಸಲ್ಲಿಸಿದ್ದರು. ನ್ಯಾಯಾಧೀಶರು 1 ಲಕ್ಷ ರೂ. ಬಾಂಡ್ ಹಾಗೂ ಶ್ಯೂರಿಟಿ ಆಧಾರದಲ್ಲಿ ಜಾಮೀನು ನೀಡಿ ಆದೇಶಿಸಿದ್ದಾರೆ. — [1102, 1067, 1454, 1134]
index-item-text: ನಮ್ಮ ಕಣ್ಣಲ್ಲಿ ಜೀವನ ಸ್ಫೂರ್ತಿ ನಾಡ — [599, 469, 711, 481]
ad-left-line1: Are Termites Damaging Your Property ? — [188, 168, 374, 178]
ad-right-note: *T&C Apply — [1267, 263, 1309, 271]
lead-headline-black: 2018ನೇ ಸಾಲಿನ — [404, 582, 720, 643]
ad-left-web: www.southindiagroup.com — [232, 316, 331, 324]
ad-left-line3: SIPC-TERM X Treatment 1 — [194, 200, 368, 214]
caption-raghavendra: ರಾಘವೇಂದ್ರ ರಾಜ್‌ಕುಮಾರ್ — [445, 916, 590, 927]
bullet-3: ● ಪ್ರತಿ ಜೋಡಿಗೆ 55 ಸಾವಿರ ರೂ. ಪ್ರೋತ್ಸಾಹ ಧನ — [727, 1211, 895, 1241]
bullet-1: ● ಸರಳ ವಿವಾಹಕ್ಕೆ ಪ್ರೋತ್ಸಾಹ — [727, 1178, 833, 1191]
bike-image — [1265, 168, 1346, 261]
bottom-headline-1: ಮೋದಿಯನ್ನು ಅಧಿಕಾರದಿಂದ ಇಳಿಸಲು ಪೌರತ್ವ — [596, 1573, 1223, 1623]
eclipse-body: ಮೈಸೂರು, ಜ.10-2020ರ ಮೊದಲ ಚಂದ್ರಗ್ರಹಣ ಇಂದು ಸಂಭವಿಸಿತು. ಭಾರತ, ಆಫ್ರಿಕಾ, ಯೂರೋಪ್ ಮತ್ತು ಏಷ್ಯಾದಲ್ಲಿ ಚಂದ್ರಗ್ರಹಣ ಗೋಚರವಾಯಿತು. ರಾತ್ರಿ 10.37ಕ್ಕೆ ಆರಂಭವಾದ ಚಂದ್ರಗ್ರಹಣ ಜನವರಿ 11ರ ಮುಂಜಾನೆ 2.40ರವರೆಗೆ ಇರಲಿದೆ. ಈ ಬಾರಿ ಸಂಭವಿಸುತ್ತಿರುವುದು ಛಾಯಾ ಚಂದ್ರಗ್ರಹಣವಾಗಿದೆ. ಬರಿಗಣ್ಣಿನಿಂದ ನೋಡಲು ಯಾವುದೇ ಅಡಚಣೆಯಿಲ್ಲ. ಚಂದ್ರನ ಕಾಂತಿ ಸ್ವಲ್ಪ ಮಂಕಾಗಿ ಕಾಣಿಸಿಕೊಳ್ಳುತ್ತದೆ. ಆದರೆ, ಭಾರತದಲ್ಲಿ ಕೆಲ ಭಾಗಗಳಲ್ಲಿ ಮೋಡ ಕವಿದ ವಾತಾವರಣದಿಂದ ಅದು ಗೋಚರವಾಗಲಿಲ್ಲ. — [181, 1765, 352, 1901]
lead-headline — [181, 580, 1454, 646]
index-item-page: ಪುಟ-7 — [967, 486, 993, 498]
index-item-page: ಪುಟ-2 — [967, 419, 993, 431]
masthead-title: ಮೈಸೂರು ಮಿತ್ರ — [536, 136, 1084, 262]
offer-2: EXCHANGE FACILITY — [1354, 181, 1448, 191]
vrule-2 — [1094, 981, 1095, 1560]
kashmir-quote-by: - ನಳಿನಿ ಬಿ. (ಫಲಕ ಹಿಡಿದಿದ್ದ ವಿದ್ಯಾರ್ಥಿನಿ) — [1321, 1378, 1449, 1388]
caa-more[interactable]: ನೇರ ಮುಖಕ್ಕೆ — [496, 1361, 537, 1371]
index-item[interactable] — [599, 418, 993, 434]
rule-4 — [181, 1563, 1454, 1565]
index-item[interactable] — [599, 468, 993, 484]
ad-right-brand: Apache — [1268, 144, 1330, 162]
ad-right-address: Adichunchanagiri Road, Kuvempunagar — [1274, 302, 1439, 311]
index-item-page: ಪುಟ-4 — [967, 453, 993, 465]
kohli-photo — [1296, 352, 1454, 565]
masthead-emails: ಸುದ್ದಿ ಮತ್ತು ಛಾಯಾಚಿತ್ರ: news@mysurumithra.com ಜಾಹೀರಾತು: ad@mysurumithra.com — [866, 372, 1183, 381]
ad-left-line6: Real Result ! — [258, 252, 332, 264]
